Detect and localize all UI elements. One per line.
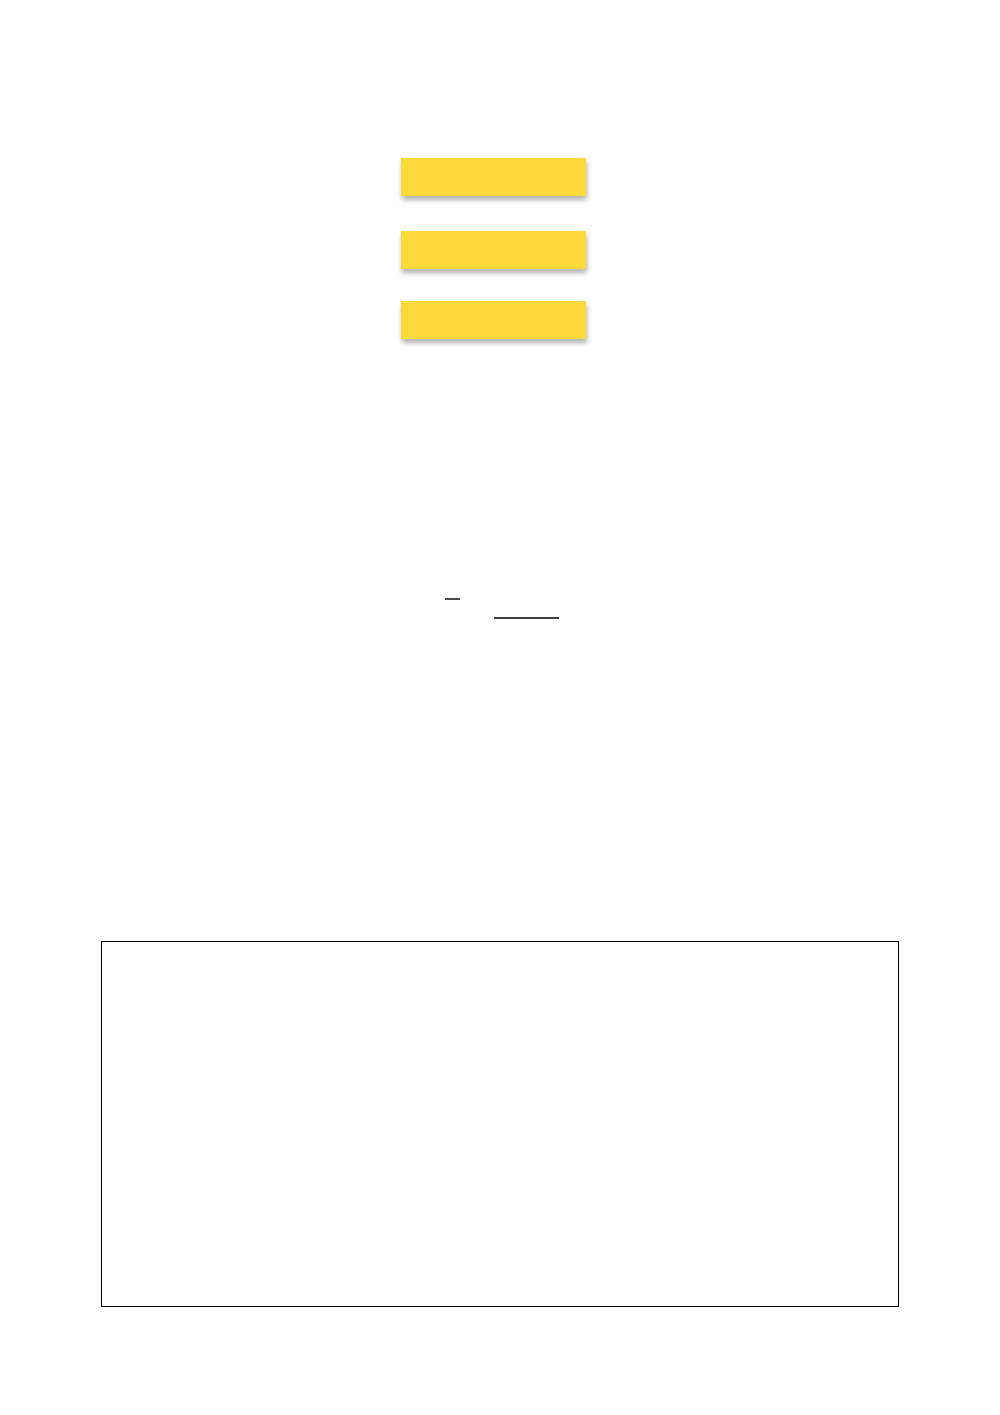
measure-pill-media	[401, 231, 586, 269]
mean-comparison-charts	[102, 942, 898, 1306]
measure-pill-mediana	[401, 301, 586, 339]
mean-formula	[420, 535, 580, 660]
mean-comparison-figure	[101, 941, 899, 1307]
measure-pill-moda	[401, 158, 586, 196]
